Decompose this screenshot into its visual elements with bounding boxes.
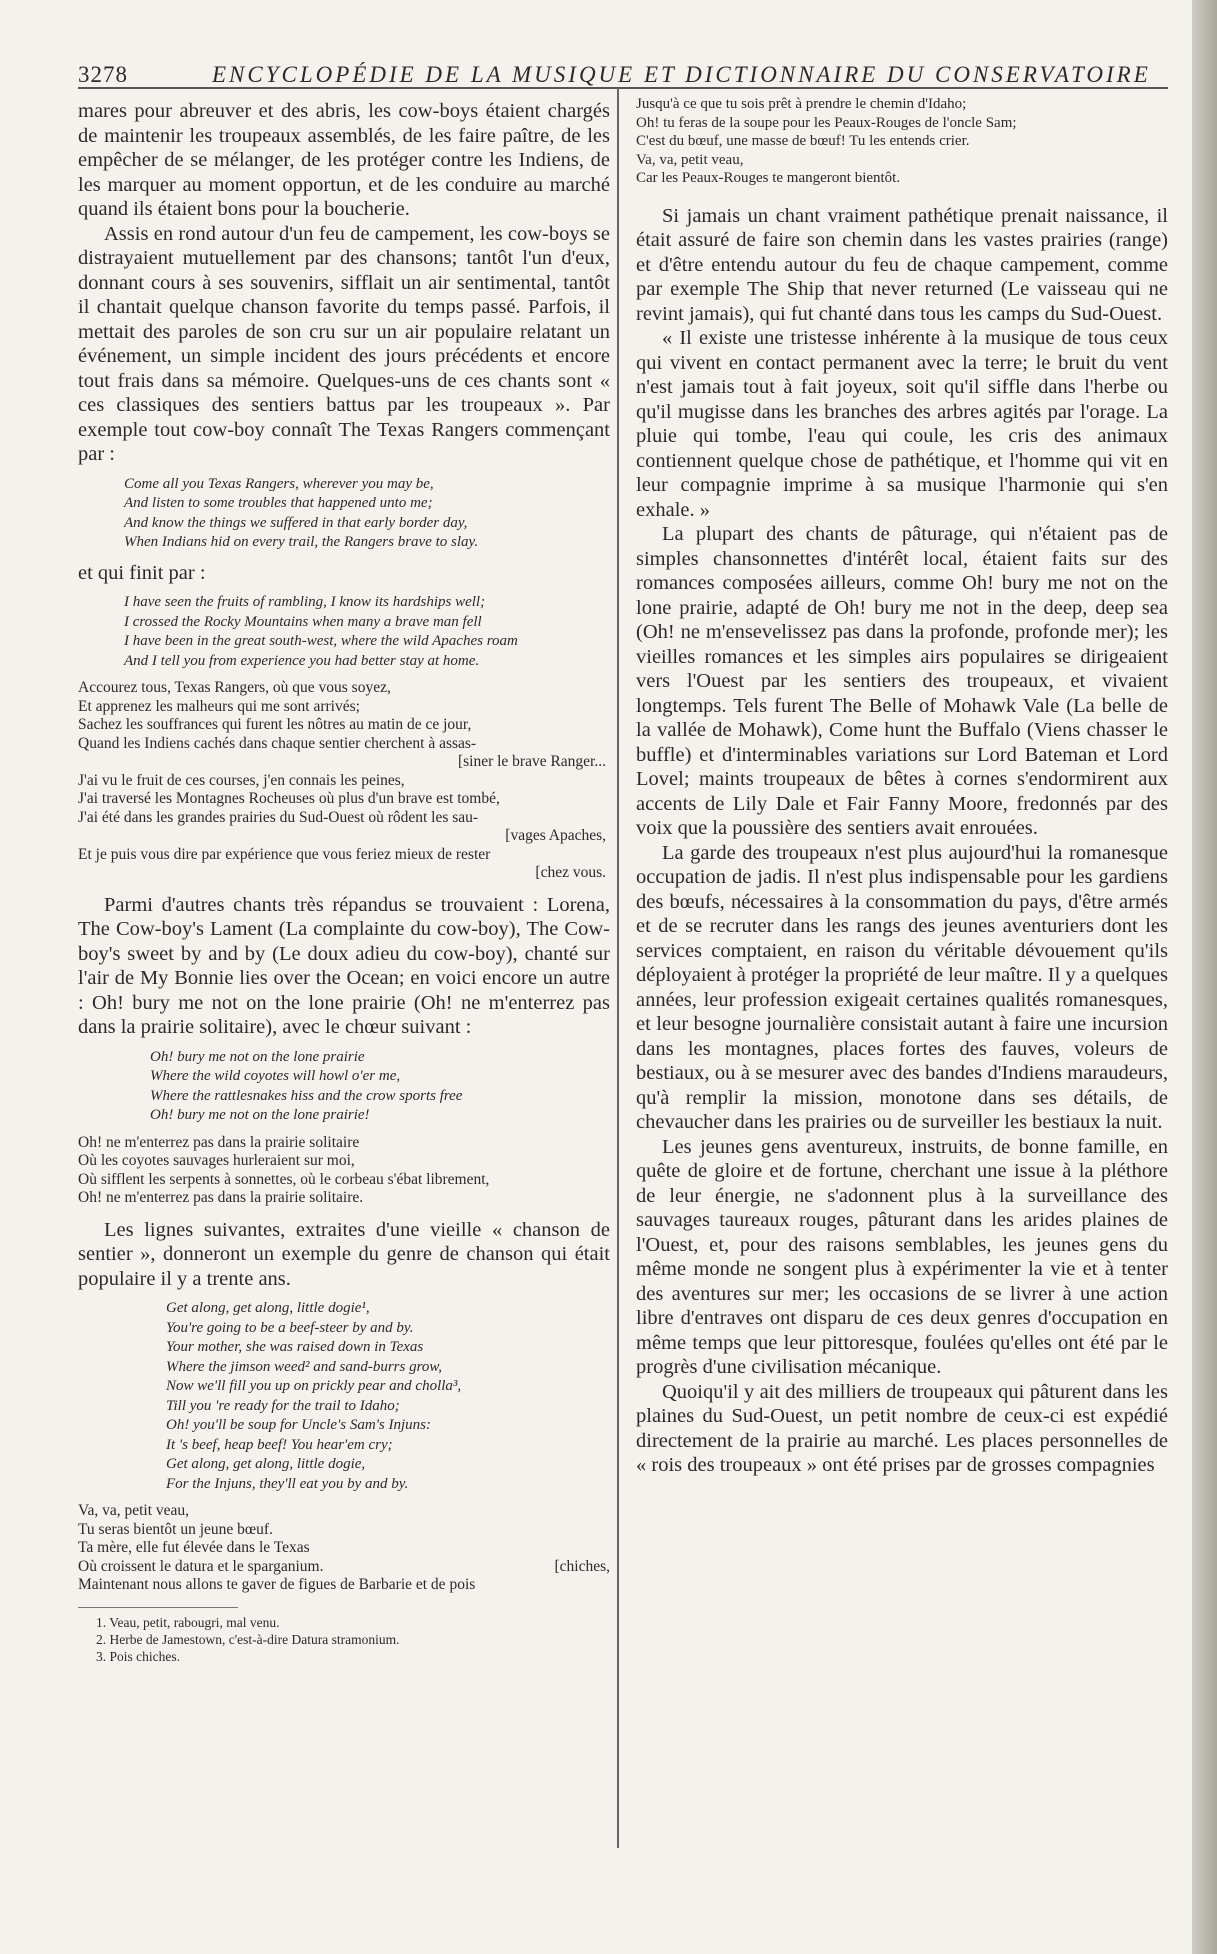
- column-divider: [617, 88, 619, 1848]
- verse-line: Your mother, she was raised down in Texas: [166, 1339, 424, 1355]
- verse-english: [78, 593, 610, 671]
- verse-line: And know the things we suffered in that early border day,: [124, 514, 468, 531]
- verse-line: Where the jimson weed² and sand-burrs grow,: [166, 1358, 443, 1375]
- verse-line: Où les coyotes sauvages hurleraient sur moi,: [78, 1152, 355, 1169]
- verse-french: [78, 1134, 610, 1208]
- verse-line: Till you 're ready for the trail to Idaho;: [166, 1397, 400, 1414]
- verse-line: Oh! bury me not on the lone prairie!: [150, 1107, 370, 1123]
- footnote: 1. Veau, petit, rabougri, mal venu.: [96, 1614, 280, 1630]
- verse-line: Accourez tous, Texas Rangers, où que vous soyez,: [78, 679, 391, 696]
- verse-line: I have seen the fruits of rambling, I know its hardships well;: [124, 594, 486, 610]
- verse-line: J'ai été dans les grandes prairies du Sud-Ouest où rôdent les sau-: [78, 808, 479, 826]
- paragraph: et qui finit par :: [78, 561, 206, 584]
- verse-line: Tu seras bientôt un jeune bœuf.: [78, 1520, 273, 1538]
- running-header: [78, 62, 1178, 90]
- paragraph: Les jeunes gens aventureux, instruits, de bonne famille, en quête de gloire et de fortune, cherchant une issue à la pléthore de leur énergie, ne s'adonnent plus à la surveillance des sauvages taureaux rouges, pâturant dans les arides plaines de l'Ouest, et, pour des raisons semblables, les jeunes gens du même monde ne songent plus à expérimenter la vie et à tenter des aventures sur mer; les occasions de se livrer à une action libre d'entraves ont disparu de ces deux genres d'occupation en même temps que leur pittoresque, foulées qu'elles ont été par le progrès d'une civilisation mécanique.: [636, 1135, 1168, 1378]
- paragraph: Quoiqu'il y ait des milliers de troupeaux qui pâturent dans les plaines du Sud-Ouest, un petit nombre de ceux-ci est expédié directement de la prairie au marché. Les places personnelles de « rois des troupeaux » ont été prises par de grosses compagnies: [636, 1380, 1168, 1476]
- verse-line: When Indians hid on every trail, the Rangers brave to slay.: [124, 534, 479, 550]
- verse-line: Oh! ne m'enterrez pas dans la prairie solitaire: [78, 1133, 360, 1151]
- paragraph: La plupart des chants de pâturage, qui n'étaient pas de simples chansonnettes d'intérêt local, étaient faits sur des romances composées ailleurs, comme Oh! bury me not on the lone prairie, adapté de Oh! bury me not in the deep, deep sea (Oh! ne m'ensevelissez pas dans la profonde, profonde mer); les vieilles romances et les simples airs populaires se dirigeaient vers l'Ouest par les sentiers des troupeaux, et vivaient longtemps. Tels furent The Belle of Mohawk Vale (La belle de la vallée de Mohawk), Come hunt the Buffalo (Viens chasser le buffle) et d'interminables variations sur Lord Bateman et Lord Lovel; maints troupeaux de bêtes à cornes s'endormirent aux accents de Lily Dale et Fair Fanny Moore, fredonnés par des voix que la poussière des sentiers avait enrouées.: [636, 523, 1168, 839]
- verse-line: Where the wild coyotes will howl o'er me,: [150, 1068, 401, 1084]
- verse-english: [78, 1299, 610, 1494]
- left-column: [78, 99, 610, 1665]
- verse-line: For the Injuns, they'll eat you by and by.: [166, 1475, 409, 1492]
- right-column: [636, 96, 1168, 1478]
- verse-line: Get along, get along, little dogie¹,: [166, 1300, 370, 1316]
- verse-line: [chez vous.: [535, 864, 606, 881]
- paragraph: Si jamais un chant vraiment pathétique prenait naissance, il était assuré de faire son chemin dans les vastes prairies (range) et d'être entendu autour du feu de chaque campement, comme par exemple The Ship that never returned (Le vaisseau qui ne revint jamais), qui fut chanté dans tous les camps du Sud-Ouest.: [636, 204, 1168, 325]
- verse-line: Jusqu'à ce que tu sois prêt à prendre le chemin d'Idaho;: [636, 96, 967, 112]
- verse-line: Car les Peaux-Rouges te mangeront bientôt.: [636, 170, 901, 186]
- paragraph: La garde des troupeaux n'est plus aujourd'hui la romanesque occupation de jadis. Il n'est plus indispensable pour les gardiens des bœufs, nécessaires à la consommation du pays, d'être armés et de se recruter dans les rangs des jeunes aventuriers dont les services comptaient, en raison du véritable dévouement qu'ils déployaient à protéger la propriété de leur maître. Il y a quelques années, leur profession exigeait certaines qualités romanesques, et leur besogne journalière consistait autant à faire une incursion dans les montagnes, places fortes des fauves, voleurs de bestiaux, ou à se mesurer avec des bandes d'Indiens maraudeurs, qu'à remplir la mission, monotone dans ses détails, de chevaucher dans les prairies ou de surveiller les bestiaux la nuit.: [636, 841, 1168, 1133]
- verse-line: Sachez les souffrances qui furent les nôtres au matin de ce jour,: [78, 716, 472, 733]
- footnote-rule: [78, 1607, 238, 1608]
- verse-line: C'est du bœuf, une masse de bœuf! Tu les entends crier.: [636, 133, 970, 149]
- verse-line: I crossed the Rocky Mountains when many a brave man fell: [124, 613, 482, 630]
- verse-line: J'ai vu le fruit de ces courses, j'en connais les peines,: [78, 771, 405, 789]
- page-number: 3278: [78, 62, 128, 87]
- verse-line: Et je puis vous dire par expérience que vous feriez mieux de rester: [78, 845, 491, 863]
- verse-line: Où sifflent les serpents à sonnettes, où le corbeau s'ébat librement,: [78, 1170, 490, 1188]
- verse-line: Oh! tu feras de la soupe pour les Peaux-Rouges de l'oncle Sam;: [636, 114, 1017, 131]
- verse-english: [78, 475, 610, 553]
- verse-line: You're going to be a beef-steer by and by.: [166, 1319, 414, 1336]
- paragraph: mares pour abreuver et des abris, les cow-boys étaient chargés de maintenir les troupeaux assemblés, de les faire paître, de les empêcher de se mélanger, de les protéger contre les Indiens, de les marquer au moment opportun, et de les conduire au marché quand ils étaient bons pour la boucherie.: [78, 100, 610, 220]
- verse-english: [78, 1048, 610, 1126]
- verse-line: [vages Apaches,: [505, 827, 606, 844]
- verse-line: Quand les Indiens cachés dans chaque sentier cherchent à assas-: [78, 734, 477, 752]
- verse-french: [78, 1502, 610, 1595]
- verse-line: [chiches,: [554, 1557, 610, 1575]
- paragraph: « Il existe une tristesse inhérente à la musique de tous ceux qui vivent en contact permanent avec la terre; le bruit du vent n'est jamais tout à fait joyeux, soit qu'il siffle dans l'herbe ou qu'il mugisse dans les branches des arbres agités par l'orage. La pluie qui tombe, l'eau qui coule, les cris des animaux contiennent quelque chose de pathétique, et l'homme qui vit en leur compagnie imprime à sa musique l'harmonie qui s'en exhale. »: [636, 327, 1168, 521]
- footnote: 2. Herbe de Jamestown, c'est-à-dire Datura stramonium.: [96, 1631, 400, 1647]
- paragraph: Assis en rond autour d'un feu de campement, les cow-boys se distrayaient mutuellement par des chansons; tantôt l'un d'eux, donnant cours à ses souvenirs, sifflait un air sentimental, tantôt il chantait quelque chanson favorite du temps passé. Parfois, il mettait des paroles de son cru sur un air populaire relatant un événement, un simple incident des jours précédents et encore tout frais dans sa mémoire. Quelques-uns de ces chants sont « ces classiques des sentiers battus par les troupeaux ». Par exemple tout cow-boy connaît The Texas Rangers commençant par :: [78, 222, 610, 465]
- paragraph: Parmi d'autres chants très répandus se trouvaient : Lorena, The Cow-boy's Lament (La complainte du cow-boy), The Cow-boy's sweet by and by (Le doux adieu du cow-boy), chanté sur l'air de My Bonnie lies over the Ocean; en voici encore un autre : Oh! bury me not on the lone prairie (Oh! ne m'enterrez pas dans la prairie solitaire), avec le chœur suivant :: [78, 893, 610, 1038]
- verse-line: Oh! you'll be soup for Uncle's Sam's Injuns:: [166, 1417, 432, 1433]
- verse-french: [78, 679, 610, 883]
- verse-line: I have been in the great south-west, where the wild Apaches roam: [124, 633, 518, 649]
- verse-line: Et apprenez les malheurs qui me sont arrivés;: [78, 697, 360, 715]
- page-edge: [1192, 0, 1217, 1954]
- verse-line: Où croissent le datura et le sparganium.: [78, 1557, 324, 1575]
- footnotes: [78, 1614, 610, 1665]
- verse-line: J'ai traversé les Montagnes Rocheuses où plus d'un brave est tombé,: [78, 790, 500, 807]
- verse-line: [siner le brave Ranger...: [457, 753, 606, 770]
- verse-line: Get along, get along, little dogie,: [166, 1456, 366, 1472]
- verse-line: Va, va, petit veau,: [78, 1502, 190, 1519]
- verse-line: Maintenant nous allons te gaver de figues de Barbarie et de pois: [78, 1576, 476, 1593]
- paragraph: Les lignes suivantes, extraites d'une vieille « chanson de sentier », donneront un exemple du genre de chanson qui était populaire il y a trente ans.: [78, 1218, 610, 1290]
- verse-line: Now we'll fill you up on prickly pear and cholla³,: [166, 1378, 462, 1394]
- verse-line: Oh! bury me not on the lone prairie: [150, 1048, 365, 1065]
- verse-french: [636, 95, 1168, 188]
- header-rule: [78, 87, 1168, 89]
- verse-line: It 's beef, heap beef! You hear'em cry;: [166, 1436, 393, 1453]
- verse-line: Come all you Texas Rangers, wherever you may be,: [124, 475, 434, 492]
- verse-line: Ta mère, elle fut élevée dans le Texas: [78, 1539, 310, 1556]
- verse-line: Oh! ne m'enterrez pas dans la prairie solitaire.: [78, 1189, 364, 1206]
- verse-line: And listen to some troubles that happened unto me;: [124, 495, 433, 511]
- footnote: 3. Pois chiches.: [96, 1648, 180, 1664]
- running-title: ENCYCLOPÉDIE DE LA MUSIQUE ET DICTIONNAIRE DU CONSERVATOIRE: [212, 62, 1151, 87]
- verse-line: And I tell you from experience you had better stay at home.: [124, 652, 480, 669]
- verse-line: Va, va, petit veau,: [636, 151, 744, 168]
- verse-line: Where the rattlesnakes hiss and the crow sports free: [150, 1087, 463, 1104]
